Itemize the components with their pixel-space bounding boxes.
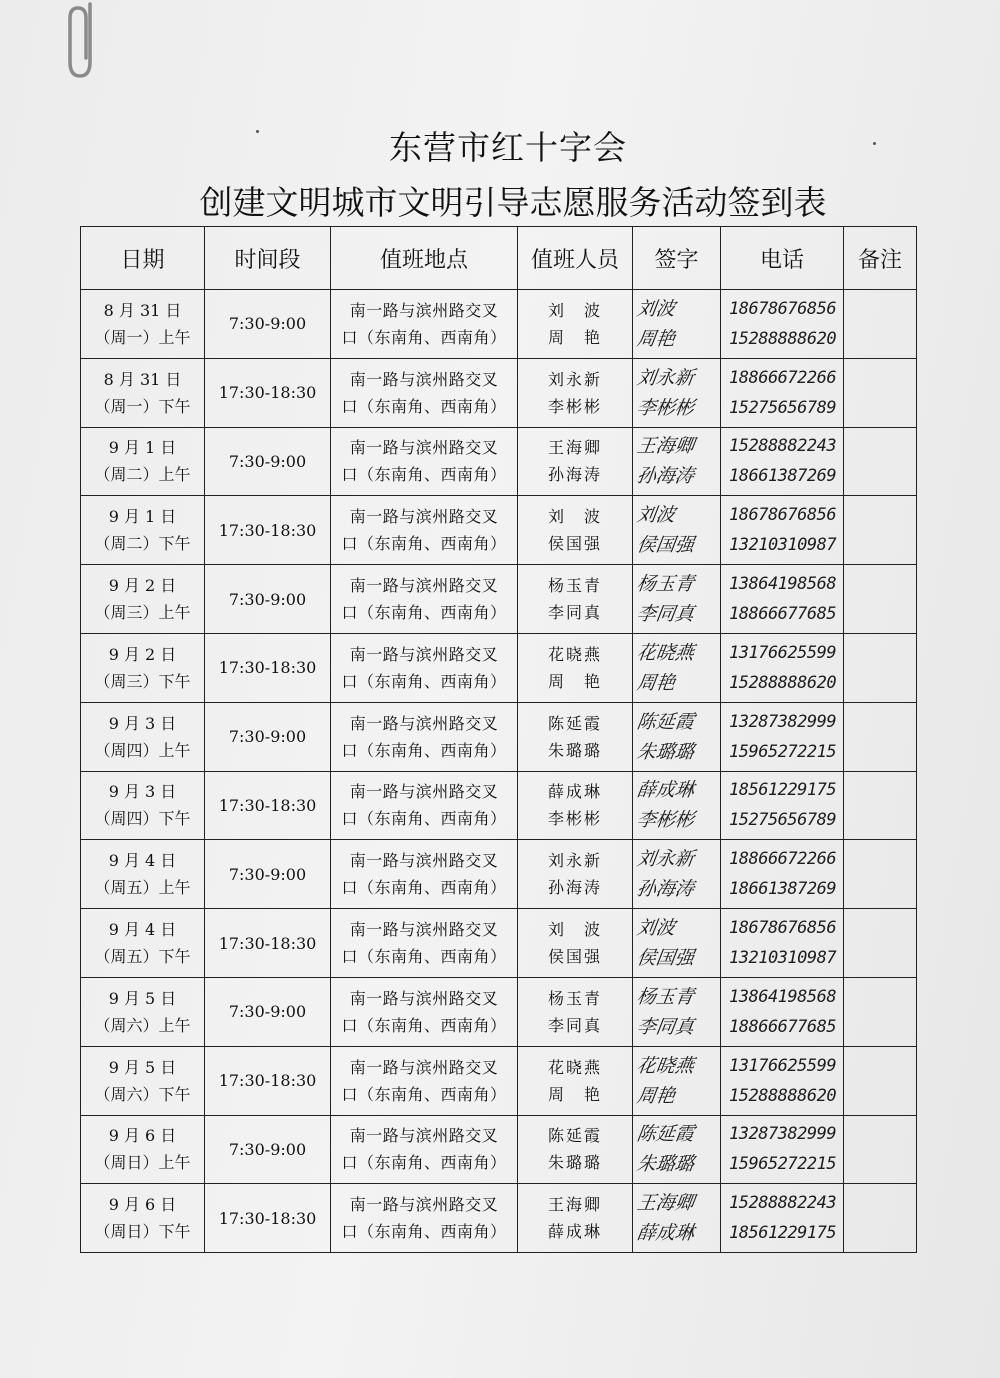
location-line: 口（东南角、西南角） [341, 809, 507, 829]
date-cell [81, 840, 205, 909]
staff-cell [518, 909, 633, 978]
time-cell: 7:30-9:00 [205, 565, 331, 634]
handwritten-signature: 李同真 [635, 1015, 696, 1038]
handwritten-phone: 13210310987 [729, 948, 837, 969]
date-cell [81, 290, 205, 359]
notes-cell [844, 909, 917, 978]
handwritten-signature: 杨玉青 [635, 985, 696, 1008]
handwritten-phone: 15288882243 [729, 1193, 837, 1214]
handwritten-signature: 周艳 [635, 327, 677, 350]
handwritten-signature: 陈延霞 [635, 1123, 696, 1146]
handwritten-phone: 13287382999 [729, 1124, 837, 1145]
location-line: 南一路与滨州路交叉 [349, 851, 499, 871]
date-cell [81, 702, 205, 771]
staff-name: 王海卿 [547, 438, 602, 458]
staff-name: 花晓燕 [547, 644, 602, 664]
staff-name: 杨玉青 [547, 576, 602, 596]
handwritten-phone: 15288888620 [729, 328, 837, 349]
header-notes: 备注 [844, 227, 917, 290]
location-line: 南一路与滨州路交叉 [349, 1126, 499, 1146]
staff-name: 周 艳 [547, 327, 602, 347]
notes-cell [844, 771, 917, 840]
table-row [81, 1184, 917, 1253]
phone-cell [721, 909, 844, 978]
weekday-period-text: （周五）上午 [94, 878, 191, 898]
handwritten-signature: 朱璐璐 [635, 740, 696, 763]
handwritten-signature: 刘波 [635, 504, 677, 527]
time-cell: 7:30-9:00 [205, 427, 331, 496]
time-cell: 17:30-18:30 [205, 771, 331, 840]
weekday-period-text: （周三）上午 [94, 603, 191, 623]
staff-name: 刘永新 [547, 369, 602, 389]
staff-name: 李同真 [547, 1015, 602, 1035]
date-text: 9 月 2 日 [108, 644, 177, 664]
table-row [81, 290, 917, 359]
location-line: 口（东南角、西南角） [341, 534, 507, 554]
handwritten-phone: 15965272215 [729, 741, 837, 762]
handwritten-signature: 李彬彬 [635, 809, 696, 832]
staff-cell [518, 565, 633, 634]
handwritten-signature: 花晓燕 [635, 641, 696, 664]
handwritten-signature: 刘波 [635, 297, 677, 320]
location-line: 南一路与滨州路交叉 [349, 782, 499, 802]
staff-name: 刘永新 [547, 851, 602, 871]
header-phone: 电话 [721, 227, 844, 290]
phone-cell [721, 771, 844, 840]
phone-cell [721, 1184, 844, 1253]
phone-cell [721, 427, 844, 496]
signature-cell [633, 1046, 721, 1115]
handwritten-signature: 薛成琳 [635, 779, 696, 802]
handwritten-phone: 15965272215 [729, 1154, 837, 1175]
document-title: 东营市红十字会 [389, 128, 627, 167]
notes-cell [844, 565, 917, 634]
time-cell: 7:30-9:00 [205, 977, 331, 1046]
location-cell [331, 909, 518, 978]
weekday-period-text: （周一）上午 [94, 327, 191, 347]
location-cell [331, 840, 518, 909]
signature-cell [633, 633, 721, 702]
staff-cell [518, 290, 633, 359]
handwritten-phone: 18866677685 [729, 1016, 837, 1037]
handwritten-signature: 李彬彬 [635, 396, 696, 419]
location-line: 口（东南角、西南角） [341, 1153, 507, 1173]
date-text: 9 月 5 日 [108, 1057, 177, 1077]
header-date: 日期 [81, 227, 205, 290]
time-cell: 7:30-9:00 [205, 1115, 331, 1184]
table-row [81, 633, 917, 702]
handwritten-phone: 15275656789 [729, 810, 837, 831]
handwritten-signature: 刘波 [635, 917, 677, 940]
time-cell: 17:30-18:30 [205, 496, 331, 565]
staff-cell [518, 771, 633, 840]
handwritten-signature: 杨玉青 [635, 573, 696, 596]
staff-name: 侯国强 [547, 947, 602, 967]
location-cell [331, 496, 518, 565]
handwritten-phone: 13287382999 [729, 711, 837, 732]
location-cell [331, 565, 518, 634]
date-text: 8 月 31 日 [103, 300, 182, 320]
handwritten-phone: 15288882243 [729, 436, 837, 457]
staff-name: 薛成琳 [547, 782, 602, 802]
location-line: 口（东南角、西南角） [341, 465, 507, 485]
location-line: 口（东南角、西南角） [341, 671, 507, 691]
document-subtitle: 创建文明城市文明引导志愿服务活动签到表 [199, 183, 827, 222]
staff-name: 李彬彬 [547, 809, 602, 829]
handwritten-phone: 15275656789 [729, 397, 837, 418]
phone-cell [721, 358, 844, 427]
weekday-period-text: （周二）下午 [94, 534, 191, 554]
location-line: 南一路与滨州路交叉 [349, 576, 499, 596]
handwritten-phone: 18561229175 [729, 1223, 837, 1244]
date-cell [81, 909, 205, 978]
handwritten-signature: 陈延霞 [635, 710, 696, 733]
location-line: 口（东南角、西南角） [341, 1084, 507, 1104]
staff-cell [518, 840, 633, 909]
notes-cell [844, 427, 917, 496]
date-text: 9 月 3 日 [108, 713, 177, 733]
handwritten-signature: 王海卿 [635, 435, 696, 458]
signature-cell [633, 702, 721, 771]
signature-cell [633, 358, 721, 427]
handwritten-signature: 周艳 [635, 671, 677, 694]
handwritten-phone: 13176625599 [729, 1055, 837, 1076]
header-time: 时间段 [205, 227, 331, 290]
weekday-period-text: （周四）下午 [94, 809, 191, 829]
date-cell [81, 977, 205, 1046]
handwritten-signature: 花晓燕 [635, 1054, 696, 1077]
table-row [81, 1046, 917, 1115]
date-cell [81, 771, 205, 840]
location-line: 南一路与滨州路交叉 [349, 988, 499, 1008]
phone-cell [721, 496, 844, 565]
handwritten-phone: 18866672266 [729, 849, 837, 870]
handwritten-phone: 13864198568 [729, 986, 837, 1007]
handwritten-phone: 18678676856 [729, 918, 837, 939]
staff-name: 刘 波 [547, 920, 602, 940]
location-cell [331, 427, 518, 496]
handwritten-phone: 18561229175 [729, 780, 837, 801]
staff-name: 孙海涛 [547, 878, 602, 898]
location-line: 口（东南角、西南角） [341, 1222, 507, 1242]
date-text: 9 月 3 日 [108, 782, 177, 802]
table-row [81, 496, 917, 565]
date-text: 9 月 5 日 [108, 988, 177, 1008]
staff-name: 刘 波 [547, 507, 602, 527]
location-cell [331, 358, 518, 427]
table-row [81, 358, 917, 427]
header-location: 值班地点 [331, 227, 518, 290]
location-cell [331, 977, 518, 1046]
location-line: 南一路与滨州路交叉 [349, 1057, 499, 1077]
table-row [81, 427, 917, 496]
signature-cell [633, 771, 721, 840]
location-line: 口（东南角、西南角） [341, 740, 507, 760]
date-cell [81, 565, 205, 634]
staff-name: 王海卿 [547, 1195, 602, 1215]
signature-cell [633, 290, 721, 359]
handwritten-phone: 18678676856 [729, 298, 837, 319]
weekday-period-text: （周一）下午 [94, 396, 191, 416]
weekday-period-text: （周四）上午 [94, 740, 191, 760]
location-line: 南一路与滨州路交叉 [349, 369, 499, 389]
date-text: 9 月 6 日 [108, 1126, 177, 1146]
signature-cell [633, 840, 721, 909]
date-text: 9 月 4 日 [108, 920, 177, 940]
staff-cell [518, 358, 633, 427]
notes-cell [844, 1046, 917, 1115]
location-line: 南一路与滨州路交叉 [349, 1195, 499, 1215]
phone-cell [721, 1115, 844, 1184]
location-line: 南一路与滨州路交叉 [349, 713, 499, 733]
weekday-period-text: （周六）上午 [94, 1015, 191, 1035]
staff-name: 薛成琳 [547, 1222, 602, 1242]
handwritten-phone: 13864198568 [729, 574, 837, 595]
staff-name: 李同真 [547, 603, 602, 623]
staff-cell [518, 427, 633, 496]
date-cell [81, 1115, 205, 1184]
staff-name: 刘 波 [547, 300, 602, 320]
date-text: 9 月 6 日 [108, 1195, 177, 1215]
time-cell: 7:30-9:00 [205, 290, 331, 359]
handwritten-signature: 孙海涛 [635, 878, 696, 901]
time-cell: 7:30-9:00 [205, 702, 331, 771]
phone-cell [721, 977, 844, 1046]
location-line: 口（东南角、西南角） [341, 878, 507, 898]
time-cell: 17:30-18:30 [205, 1046, 331, 1115]
staff-name: 侯国强 [547, 534, 602, 554]
staff-name: 朱璐璐 [547, 1153, 602, 1173]
weekday-period-text: （周六）下午 [94, 1084, 191, 1104]
notes-cell [844, 633, 917, 702]
table-row [81, 702, 917, 771]
notes-cell [844, 496, 917, 565]
staff-cell [518, 496, 633, 565]
weekday-period-text: （周三）下午 [94, 671, 191, 691]
signature-cell [633, 977, 721, 1046]
time-cell: 17:30-18:30 [205, 358, 331, 427]
handwritten-signature: 朱璐璐 [635, 1153, 696, 1176]
notes-cell [844, 977, 917, 1046]
handwritten-phone: 13210310987 [729, 535, 837, 556]
date-text: 9 月 4 日 [108, 851, 177, 871]
handwritten-phone: 18866677685 [729, 604, 837, 625]
location-line: 南一路与滨州路交叉 [349, 644, 499, 664]
notes-cell [844, 840, 917, 909]
table-row [81, 977, 917, 1046]
time-cell: 17:30-18:30 [205, 1184, 331, 1253]
date-cell [81, 427, 205, 496]
handwritten-signature: 孙海涛 [635, 465, 696, 488]
location-line: 南一路与滨州路交叉 [349, 507, 499, 527]
paper-clip-icon [60, 0, 120, 85]
location-line: 南一路与滨州路交叉 [349, 300, 499, 320]
notes-cell [844, 290, 917, 359]
weekday-period-text: （周二）上午 [94, 465, 191, 485]
phone-cell [721, 1046, 844, 1115]
date-cell [81, 496, 205, 565]
handwritten-phone: 18661387269 [729, 466, 837, 487]
date-cell [81, 633, 205, 702]
notes-cell [844, 358, 917, 427]
signature-cell [633, 909, 721, 978]
staff-name: 周 艳 [547, 1084, 602, 1104]
handwritten-phone: 18678676856 [729, 505, 837, 526]
signature-cell [633, 427, 721, 496]
weekday-period-text: （周日）上午 [94, 1153, 191, 1173]
signature-cell [633, 1184, 721, 1253]
date-cell [81, 358, 205, 427]
phone-cell [721, 633, 844, 702]
header-signature: 签字 [633, 227, 721, 290]
phone-cell [721, 702, 844, 771]
notes-cell [844, 1115, 917, 1184]
staff-name: 周 艳 [547, 671, 602, 691]
staff-name: 孙海涛 [547, 465, 602, 485]
time-cell: 17:30-18:30 [205, 909, 331, 978]
handwritten-signature: 李同真 [635, 603, 696, 626]
staff-name: 花晓燕 [547, 1057, 602, 1077]
location-cell [331, 633, 518, 702]
time-cell: 17:30-18:30 [205, 633, 331, 702]
staff-name: 陈延霞 [547, 1126, 602, 1146]
staff-cell [518, 1115, 633, 1184]
location-cell [331, 771, 518, 840]
location-cell [331, 1184, 518, 1253]
staff-cell [518, 1046, 633, 1115]
staff-name: 陈延霞 [547, 713, 602, 733]
date-text: 9 月 1 日 [108, 507, 177, 527]
staff-name: 朱璐璐 [547, 740, 602, 760]
date-text: 9 月 2 日 [108, 576, 177, 596]
location-line: 口（东南角、西南角） [341, 603, 507, 623]
table-row [81, 771, 917, 840]
location-line: 口（东南角、西南角） [341, 947, 507, 967]
handwritten-signature: 薛成琳 [635, 1222, 696, 1245]
handwritten-phone: 18866672266 [729, 367, 837, 388]
table-row [81, 909, 917, 978]
staff-name: 李彬彬 [547, 396, 602, 416]
handwritten-signature: 侯国强 [635, 534, 696, 557]
staff-cell [518, 702, 633, 771]
handwritten-phone: 18661387269 [729, 879, 837, 900]
date-text: 8 月 31 日 [103, 369, 182, 389]
date-cell [81, 1046, 205, 1115]
location-cell [331, 1115, 518, 1184]
handwritten-phone: 13176625599 [729, 642, 837, 663]
signature-cell [633, 1115, 721, 1184]
time-cell: 7:30-9:00 [205, 840, 331, 909]
signature-cell [633, 565, 721, 634]
location-cell [331, 702, 518, 771]
staff-cell [518, 633, 633, 702]
date-text: 9 月 1 日 [108, 438, 177, 458]
signature-cell [633, 496, 721, 565]
handwritten-signature: 侯国强 [635, 947, 696, 970]
staff-cell [518, 1184, 633, 1253]
location-line: 南一路与滨州路交叉 [349, 438, 499, 458]
location-line: 口（东南角、西南角） [341, 327, 507, 347]
weekday-period-text: （周五）下午 [94, 947, 191, 967]
handwritten-phone: 15288888620 [729, 1085, 837, 1106]
table-row [81, 565, 917, 634]
table-row [81, 840, 917, 909]
table-row [81, 1115, 917, 1184]
staff-cell [518, 977, 633, 1046]
location-line: 南一路与滨州路交叉 [349, 920, 499, 940]
header-row [81, 227, 917, 290]
handwritten-phone: 15288888620 [729, 672, 837, 693]
phone-cell [721, 565, 844, 634]
notes-cell [844, 1184, 917, 1253]
header-staff: 值班人员 [518, 227, 633, 290]
location-line: 口（东南角、西南角） [341, 396, 507, 416]
location-line: 口（东南角、西南角） [341, 1015, 507, 1035]
date-cell [81, 1184, 205, 1253]
notes-cell [844, 702, 917, 771]
staff-name: 杨玉青 [547, 988, 602, 1008]
sign-in-table [80, 226, 917, 1253]
phone-cell [721, 840, 844, 909]
location-cell [331, 1046, 518, 1115]
handwritten-signature: 刘永新 [635, 366, 696, 389]
location-cell [331, 290, 518, 359]
weekday-period-text: （周日）下午 [94, 1222, 191, 1242]
handwritten-signature: 王海卿 [635, 1192, 696, 1215]
handwritten-signature: 刘永新 [635, 848, 696, 871]
phone-cell [721, 290, 844, 359]
handwritten-signature: 周艳 [635, 1084, 677, 1107]
